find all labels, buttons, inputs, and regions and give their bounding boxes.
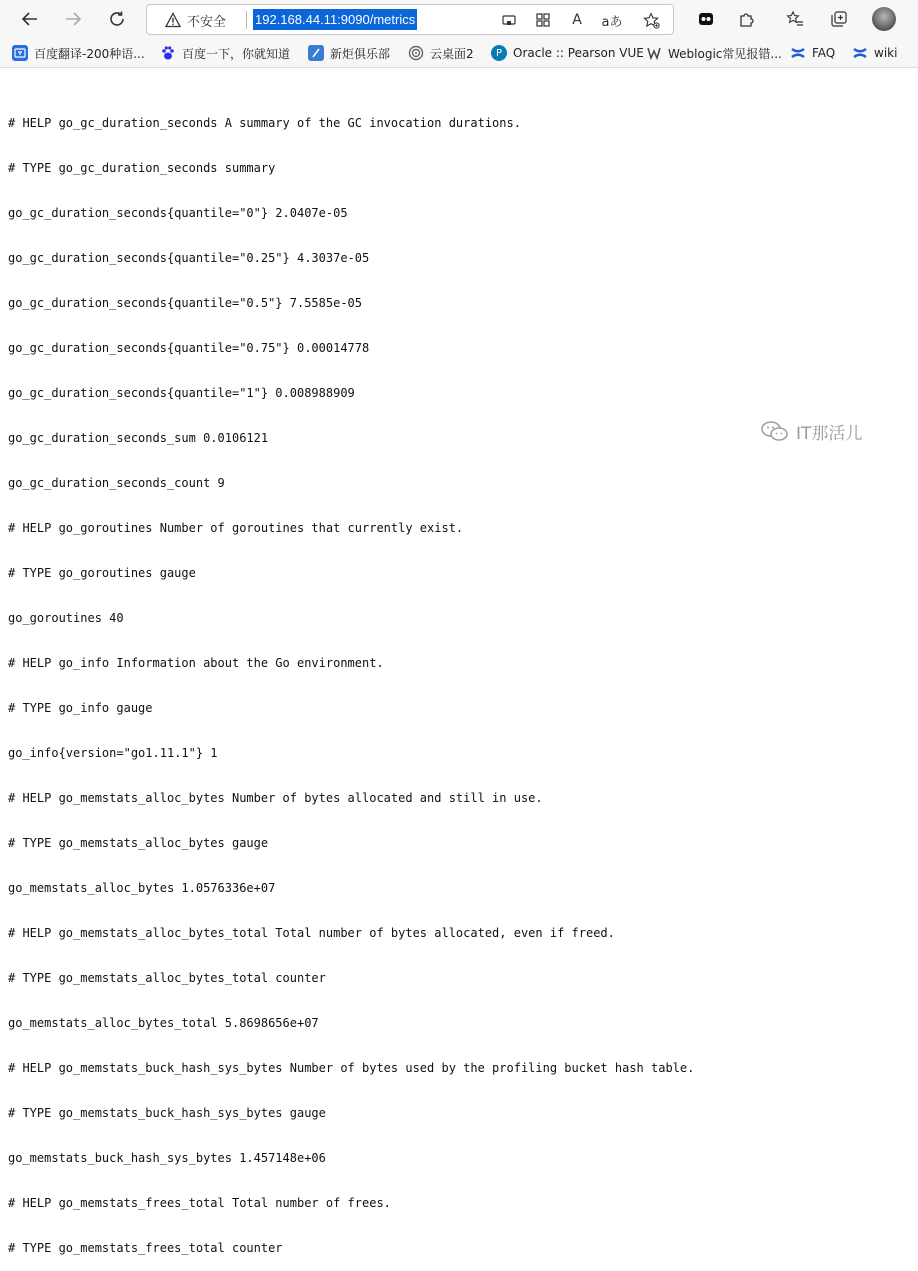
forward-button[interactable]: [55, 3, 91, 35]
metrics-line: go_gc_duration_seconds{quantile="0.25"} 4.3037e-05: [8, 251, 370, 265]
metrics-line: go_gc_duration_seconds_count 9: [8, 476, 225, 490]
extension-icon[interactable]: [693, 6, 719, 32]
metrics-line: # TYPE go_gc_duration_seconds summary: [8, 161, 276, 175]
metrics-line: # HELP go_memstats_alloc_bytes_total Total number of bytes allocated, even if freed.: [8, 926, 615, 940]
reload-icon: [108, 10, 126, 28]
metrics-text: [8, 86, 913, 1271]
metrics-line: # TYPE go_memstats_buck_hash_sys_bytes gauge: [8, 1106, 326, 1120]
watermark-text: IT那活儿: [796, 423, 863, 444]
extensions-puzzle-icon[interactable]: [733, 6, 759, 32]
bookmark-label: Oracle :: Pearson VUE: [513, 46, 644, 60]
bookmark-item[interactable]: [646, 42, 782, 64]
bookmark-item[interactable]: [790, 42, 835, 64]
bookmark-item[interactable]: [491, 42, 644, 64]
weblogic-icon: [646, 45, 662, 61]
bookmarks-bar: [0, 38, 918, 68]
back-arrow-icon: [21, 10, 39, 28]
metrics-line: # HELP go_memstats_alloc_bytes Number of bytes allocated and still in use.: [8, 791, 543, 805]
bookmark-label: 新炬俱乐部: [330, 46, 391, 61]
metrics-line: go_goroutines 40: [8, 611, 124, 625]
bookmark-label: 百度翻译-200种语...: [34, 46, 145, 61]
collections-icon[interactable]: [826, 6, 852, 32]
metrics-line: # TYPE go_info gauge: [8, 701, 153, 715]
metrics-line: go_gc_duration_seconds{quantile="1"} 0.008988909: [8, 386, 355, 400]
bookmark-item[interactable]: [852, 42, 897, 64]
confluence-icon: [790, 45, 806, 61]
forward-arrow-icon: [64, 10, 82, 28]
metrics-line: go_gc_duration_seconds{quantile="0.75"} 0.00014778: [8, 341, 370, 355]
security-status-label[interactable]: 不安全: [187, 15, 227, 30]
translate-icon[interactable]: aあ: [601, 14, 623, 30]
metrics-line: go_memstats_alloc_bytes 1.0576336e+07: [8, 881, 276, 895]
metrics-line: # TYPE go_goroutines gauge: [8, 566, 196, 580]
metrics-line: # HELP go_gc_duration_seconds A summary of the GC invocation durations.: [8, 116, 521, 130]
metrics-line: go_gc_duration_seconds{quantile="0.5"} 7.5585e-05: [8, 296, 363, 310]
warning-triangle-icon: [165, 12, 181, 28]
bookmark-label: wiki: [874, 46, 898, 60]
address-divider: [246, 11, 247, 29]
baidu-translate-icon: [12, 45, 28, 61]
xinju-club-icon: [308, 45, 324, 61]
metrics-line: go_memstats_buck_hash_sys_bytes 1.457148e+06: [8, 1151, 326, 1165]
cast-icon[interactable]: [499, 10, 519, 30]
metrics-line: # HELP go_memstats_frees_total Total number of frees.: [8, 1196, 391, 1210]
bookmark-item[interactable]: [308, 42, 390, 64]
bookmark-label: Weblogic常见报错...: [668, 46, 782, 61]
reload-button[interactable]: [99, 3, 135, 35]
metrics-line: go_memstats_alloc_bytes_total 5.8698656e+07: [8, 1016, 319, 1030]
watermark: [760, 416, 862, 446]
metrics-line: # HELP go_goroutines Number of goroutines that currently exist.: [8, 521, 464, 535]
favorite-star-icon[interactable]: [641, 10, 661, 30]
bookmark-label: 云桌面2: [430, 46, 474, 61]
bookmark-label: FAQ: [812, 46, 836, 60]
bookmark-item[interactable]: [160, 42, 290, 64]
baidu-paw-icon: [160, 45, 176, 61]
bookmark-item[interactable]: [408, 42, 474, 64]
metrics-line: # TYPE go_memstats_alloc_bytes gauge: [8, 836, 269, 850]
back-button[interactable]: [12, 3, 48, 35]
metrics-line: # TYPE go_memstats_frees_total counter: [8, 1241, 283, 1255]
metrics-line: go_gc_duration_seconds{quantile="0"} 2.0407e-05: [8, 206, 348, 220]
metrics-line: # TYPE go_memstats_alloc_bytes_total counter: [8, 971, 326, 985]
cloud-desktop-icon: [408, 45, 424, 61]
apps-grid-icon[interactable]: [533, 10, 553, 30]
confluence-icon: [852, 45, 868, 61]
read-aloud-icon[interactable]: A: [572, 12, 582, 28]
bookmark-item[interactable]: [12, 42, 145, 64]
url-text[interactable]: 192.168.44.11:9090/metrics: [253, 9, 417, 30]
metrics-line: # HELP go_memstats_buck_hash_sys_bytes Number of bytes used by the profiling bucket hash table.: [8, 1061, 695, 1075]
browser-toolbar: [0, 0, 918, 38]
pearson-vue-icon: P: [491, 45, 507, 61]
metrics-line: go_info{version="go1.11.1"} 1: [8, 746, 218, 760]
metrics-line: go_gc_duration_seconds_sum 0.0106121: [8, 431, 269, 445]
metrics-line: # HELP go_info Information about the Go environment.: [8, 656, 384, 670]
favorites-icon[interactable]: [782, 6, 808, 32]
profile-avatar[interactable]: [872, 7, 896, 31]
wechat-icon: [760, 419, 790, 443]
bookmark-label: 百度一下，你就知道: [182, 46, 291, 61]
address-bar[interactable]: [146, 4, 674, 35]
